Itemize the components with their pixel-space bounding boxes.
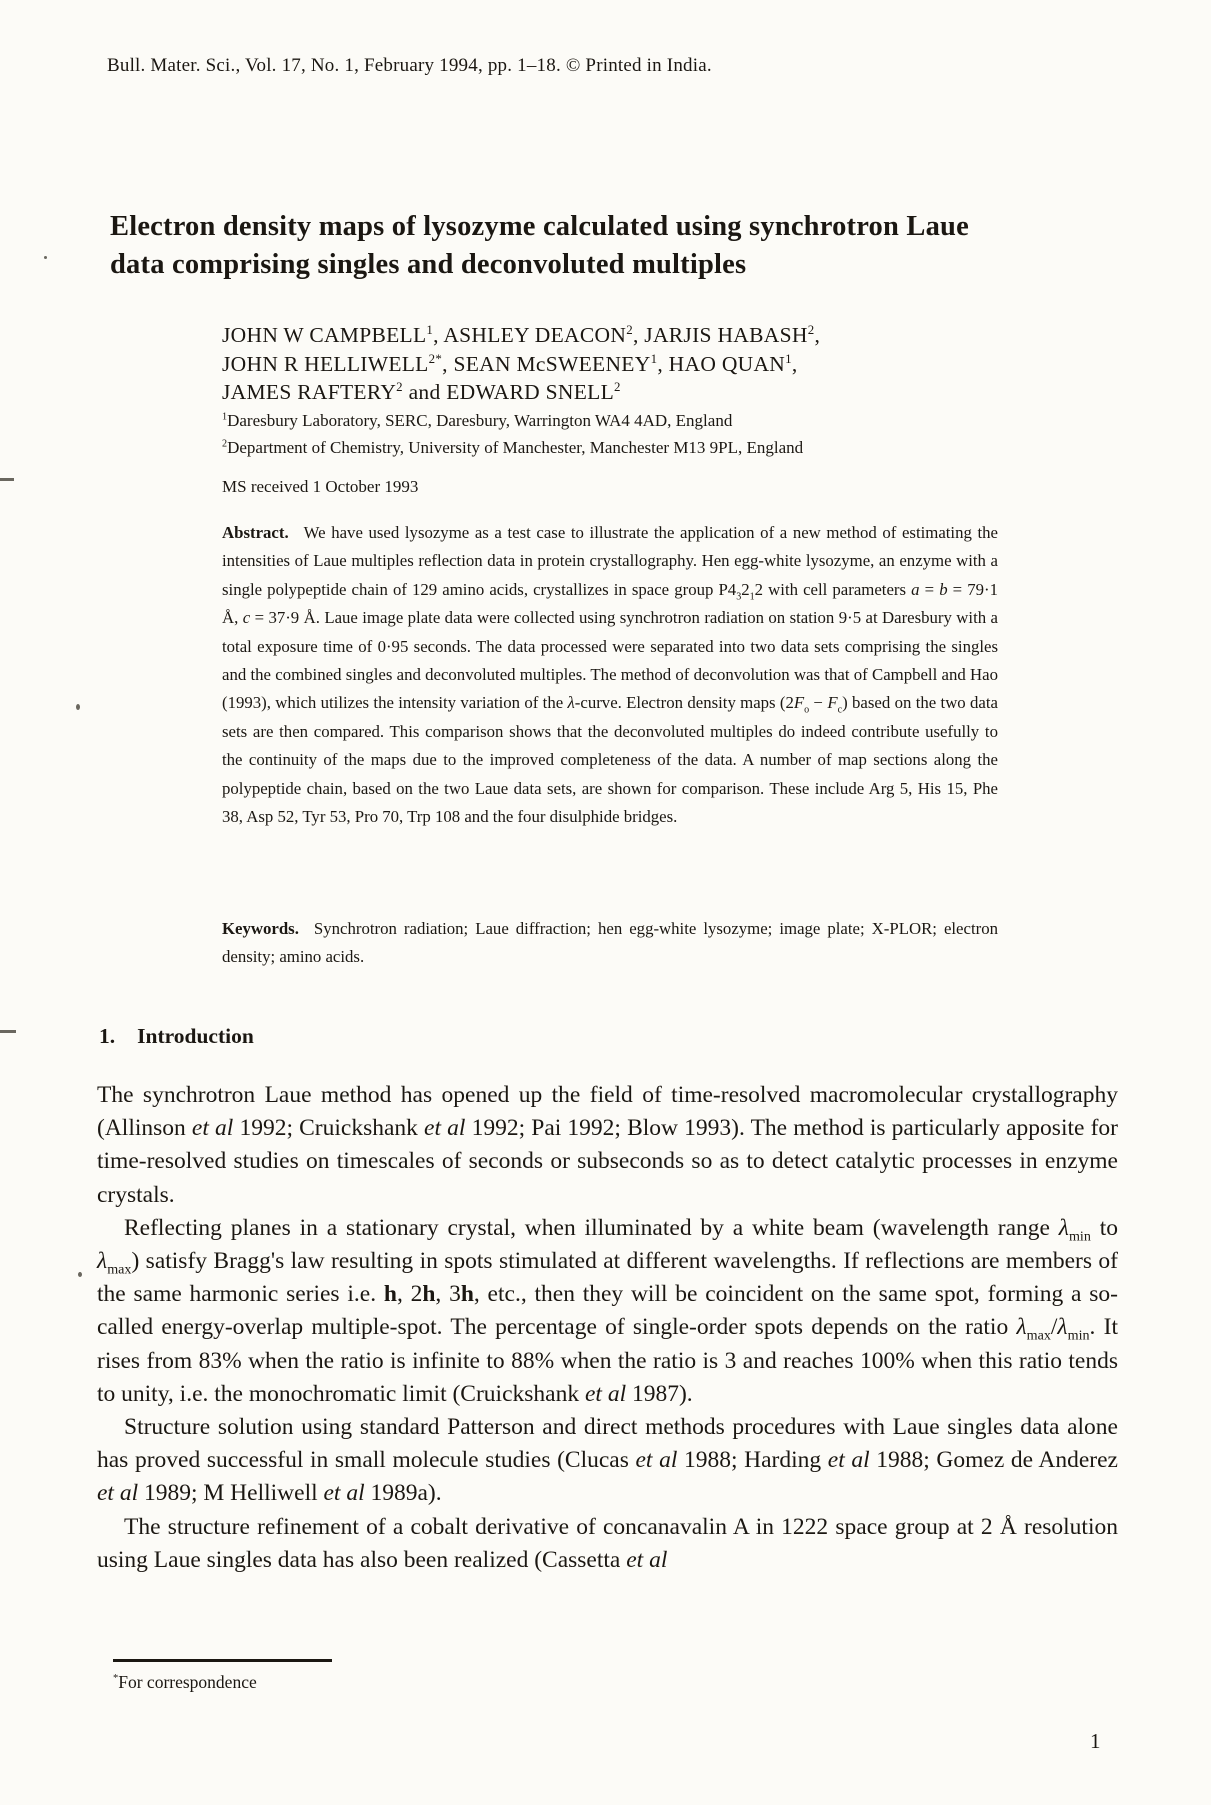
scan-artifact — [0, 478, 14, 481]
journal-citation: Bull. Mater. Sci., Vol. 17, No. 1, February 1994, pp. 1–18. © Printed in India. — [107, 55, 712, 76]
affiliation-1: $^1$Daresbury Laboratory, SERC, Daresbury, Warrington WA4 4AD, England — [222, 411, 733, 430]
author-line-1: JOHN W CAMPBELL$^1$, ASHLEY DEACON$^2$, JARJIS HABASH$^2$, — [222, 322, 821, 347]
author-line-3: JAMES RAFTERY$^2$ and EDWARD SNELL$^2$ — [222, 379, 621, 404]
keywords-block — [222, 915, 998, 972]
section-heading-introduction — [99, 1024, 254, 1049]
author-line-2: JOHN R $HELLIWELL^{2*}$, SEAN McSWEENEY$^1$, HAO QUAN$^1$, — [222, 351, 798, 376]
scan-artifact — [0, 1030, 16, 1033]
correspondence-footnote: *For correspondence — [113, 1672, 257, 1692]
footnote-rule — [113, 1659, 332, 1662]
introduction-body — [97, 1079, 1118, 1577]
intro-paragraph-3: Structure solution using standard Patterson and direct methods procedures with Laue singles data alone has proved successful in small molecule studies (Clucas et al 1988; Harding et al 1988; Gomez de Anderez et al 1989; M Helliwell et al 1989a). — [97, 1414, 1118, 1507]
author-list — [222, 321, 820, 407]
article-title — [110, 208, 969, 284]
abstract-text: We have used lysozyme as a test case to illustrate the application of a new method of estimating the intensities of Laue multiples reflection data in protein crystallography. Hen egg-white lysozyme, an enzyme with a single polypeptide chain of 129 amino acids, crystallizes in space group $P4_32_12$ with cell parameters a = b = 79·1 Å, c = 37·9 Å. Laue image plate data were collected using synchrotron radiation on station 9·5 at Daresbury with a total exposure time of 0·95 seconds. The data processed were separated into two data sets comprising the singles and the combined singles and deconvoluted multiples. The method of deconvolution was that of Campbell and Hao (1993), which utilizes the intensity variation of the λ-curve. Electron density maps $(2F_o - F_c)$ based on the two data sets are then compared. This comparison shows that the deconvoluted multiples do indeed contribute usefully to the continuity of the maps due to the improved completeness of the data. A number of map sections along the polypeptide chain, based on the two Laue data sets, are shown for comparison. These include Arg 5, His 15, Phe 38, Asp 52, Tyr 53, Pro 70, Trp 108 and the four disulphide bridges. — [222, 523, 998, 827]
intro-paragraph-2: Reflecting planes in a stationary crystal, when illuminated by a white beam (wavelength range $\lambda_{min}$ to $\lambda_{max}$) satisfy Bragg's law resulting in spots stimulated at different wavelengths. If reflections are members of the same harmonic series i.e. h, 2h, 3h, etc., then they will be coincident on the same spot, forming a so-called energy-overlap multiple-spot. The percentage of single-order spots depends on the ratio $\lambda_{max}/\lambda_{min}$. It rises from 83% when the ratio is infinite to 88% when the ratio is 3 and reaches 100% when this ratio tends to unity, i.e. the monochromatic limit (Cruickshank et al 1987). — [97, 1214, 1119, 1407]
section-number: 1. — [99, 1024, 116, 1048]
section-title: Introduction — [137, 1024, 254, 1048]
keywords-label: Keywords. — [222, 919, 299, 938]
abstract-block — [222, 519, 998, 831]
article-title-line1: Electron density maps of lysozyme calculated using synchrotron Laue — [110, 211, 969, 242]
intro-paragraph-4: The structure refinement of a cobalt derivative of concanavalin A in 1222 space group at 2 Å resolution using Laue singles data has also been realized (Cassetta et al — [97, 1513, 1118, 1573]
affiliations — [222, 408, 803, 461]
intro-paragraph-1: The synchrotron Laue method has opened up the field of time-resolved macromolecular crystallography (Allinson et al 1992; Cruickshank et al 1992; Pai 1992; Blow 1993). The method is particularly apposite for time-resolved studies on timescales of seconds or subseconds so as to detect catalytic processes in enzyme crystals. — [97, 1082, 1118, 1208]
page-number: 1 — [1090, 1729, 1101, 1753]
ms-received-note: MS received 1 October 1993 — [222, 477, 419, 496]
scan-artifact — [44, 256, 47, 259]
affiliation-2: $^2$Department of Chemistry, University of Manchester, Manchester M13 9PL, England — [222, 437, 804, 457]
abstract-label: Abstract. — [222, 523, 289, 542]
scan-artifact — [78, 1272, 82, 1277]
article-title-line2: data comprising singles and deconvoluted multiples — [110, 249, 747, 280]
keywords-text: Synchrotron radiation; Laue diffraction; hen egg-white lysozyme; image plate; X-PLOR; electron density; amino acids. — [222, 919, 998, 967]
scan-artifact — [76, 704, 80, 710]
